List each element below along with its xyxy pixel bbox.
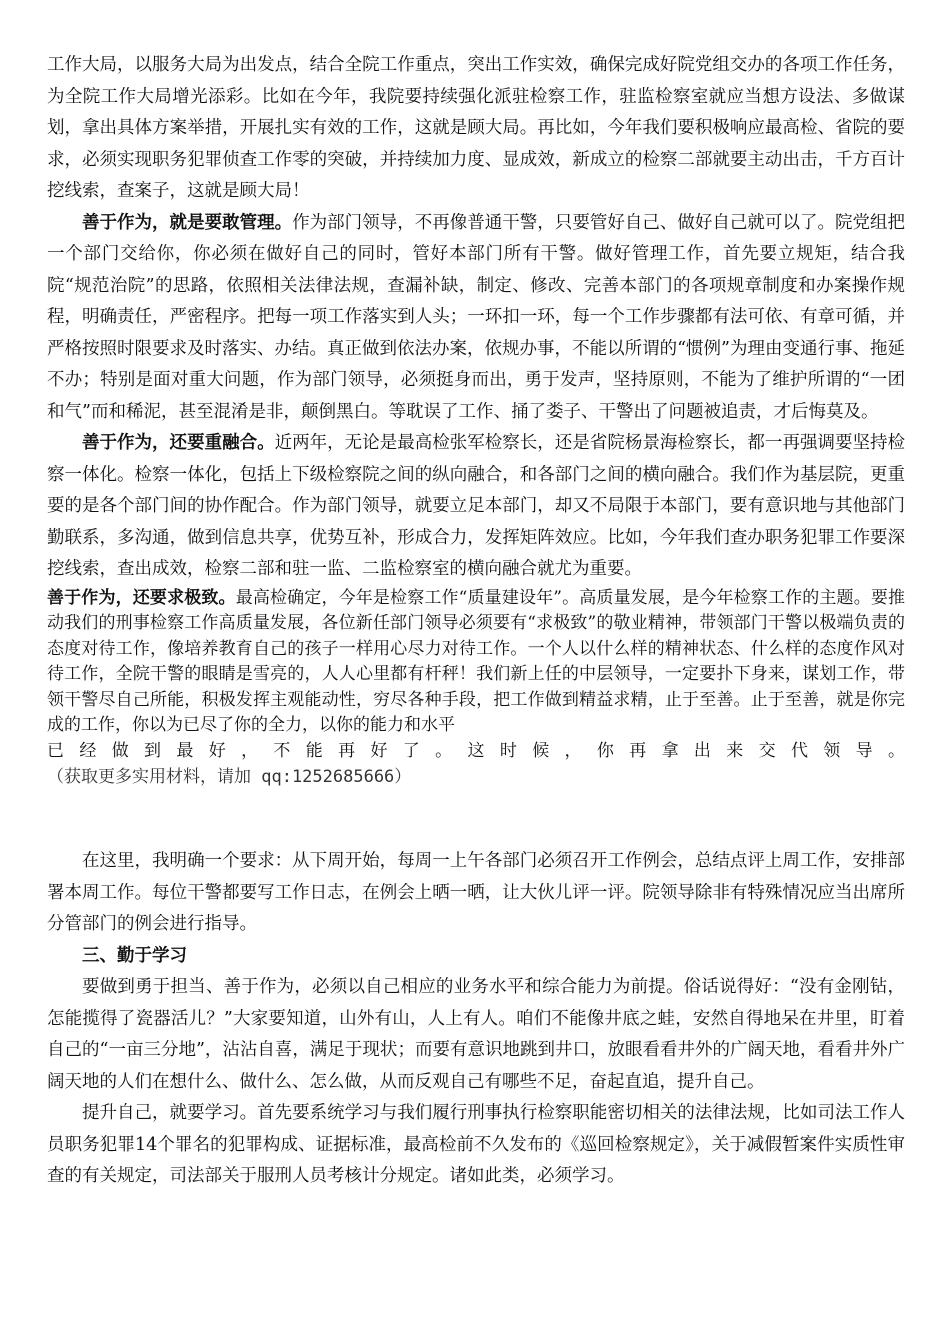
paragraph-body-excellence: 最高检确定，今年是检察工作“质量建设年”。高质量发展，是今年检察工作的主题。要推动我们的刑事检察工作高质量发展，各位新任部门领导必须要有“求极致”的敬业精神，带领部门干警以极端负责的态度对待工作，像培养教育自己的孩子一样用心尽力对待工作。一个人以什么样的精神状态、什么样的态度作风对待工作，全院干警的眼睛是雪亮的，人人心里都有杆秤！我们新上任的中层领导，一定要扑下身来，谋划工作，带领干警尽自己所能，积极发挥主观能动性，穷尽各种手段，把工作做到精益求精，止于至善。止于至善，就是你完成的工作，你以为已尽了你的全力，以你的能力和水平 — [47, 587, 906, 735]
paragraph-body-management: 作为部门领导，不再像普通干警，只要管好自己、做好自己就可以了。院党组把一个部门交给你，你必须在做好自己的同时，管好本部门所有干警。做好管理工作，首先要立规矩，结合我院“规范治院”的思路，依照相关法律法规，查漏补缺，制定、修改、完善本部门的各项规章制度和办案操作规程，明确责任，严密程序。把每一项工作落实到人头；一环扣一环，每一个工作步骤都有法可依、有章可循，并严格按照时限要求及时落实、办结。真正做到依法办案，依规办事，不能以所谓的“惯例”为理由变通行事、拖延不办；特别是面对重大问题，作为部门领导，必须挺身而出，勇于发声，坚持原则，不能为了维护所谓的“一团和气”而和稀泥，甚至混淆是非，颠倒黑白。等耽误了工作、捅了娄子、干警出了问题被追责，才后悔莫及。 — [47, 212, 906, 422]
paragraph-overall-situation: 工作大局，以服务大局为出发点，结合全院工作重点，突出工作实效，确保完成好院党组交办的各项工作任务，为全院工作大局增光添彩。比如在今年，我院要持续强化派驻检察工作，驻监检察室就应当想方设法、多做谋划，拿出具体方案举措，开展扎实有效的工作，这就是顾大局。再比如，今年我们要积极响应最高检、省院的要求，必须实现职务犯罪侦查工作零的突破，并持续加力度、显成效，新成立的检察二部就要主动出击，千方百计挖线索，查案子，这就是顾大局！ — [47, 55, 905, 201]
contact-note: （获取更多实用材料，请加 qq:1252685666） — [47, 767, 412, 787]
paragraph-excellence — [47, 586, 905, 739]
paragraph-lead-excellence: 善于作为，还要求极致。 — [47, 587, 236, 608]
spacer — [47, 790, 905, 846]
section-heading-study: 三、勤于学习 — [82, 945, 187, 966]
paragraph-study-premise: 要做到勇于担当、善于作为，必须以自己相应的业务水平和综合能力为前提。俗话说得好：“没有金刚钻，怎能揽得了瓷器活儿？”大家要知道，山外有山，人上有人。咱们不能像井底之蛙，安然自得地呆在井里，盯着自己的“一亩三分地”，沾沾自喜，满足于现状；而要有意识地跳到井口，放眼看看井外的广阔天地，看看井外广阔天地的人们在想什么、做什么、怎么做，从而反观自己有哪些不足，奋起直追，提升自己。 — [47, 977, 905, 1092]
paragraph-excellence-last-line: 已经做到最好，不能再好了。这时候，你再拿出来交代领导。 — [47, 740, 905, 761]
paragraph-management — [47, 208, 905, 429]
paragraph-lead-integration: 善于作为，还要重融合。 — [82, 433, 275, 453]
paragraph-lead-management: 善于作为，就是要敢管理。 — [82, 212, 293, 233]
paragraph-improve-self: 提升自己，就要学习。首先要系统学习与我们履行刑事执行检察职能密切相关的法律法规，比如司法工作人员职务犯罪14个罪名的犯罪构成、证据标准，最高检前不久发布的《巡回检察规定》，关于减假暂案件实质性审查的有关规定，司法部关于服刑人员考核计分规定。诸如此类，必须学习。 — [47, 1103, 905, 1186]
paragraph-integration — [47, 428, 905, 586]
paragraph-weekly-meeting: 在这里，我明确一个要求：从下周开始，每周一上午各部门必须召开工作例会，总结点评上周工作，安排部署本周工作。每位干警都要写工作日志，在例会上晒一晒，让大伙儿评一评。院领导除非有特殊情况应当出席所分管部门的例会进行指导。 — [47, 851, 905, 934]
paragraph-body-integration: 近两年，无论是最高检张军检察长，还是省院杨景海检察长，都一再强调要坚持检察一体化。检察一体化，包括上下级检察院之间的纵向融合，和各部门之间的横向融合。我们作为基层院，更重要的是各个部门间的协作配合。作为部门领导，就要立足本部门，却又不局限于本部门，要有意识地与其他部门勤联系，多沟通，做到信息共享，优势互补，形成合力，发挥矩阵效应。比如，今年我们查办职务犯罪工作要深挖线索，查出成效，检察二部和驻一监、二监检察室的横向融合就尤为重要。 — [47, 433, 906, 579]
document-page — [47, 50, 905, 1193]
